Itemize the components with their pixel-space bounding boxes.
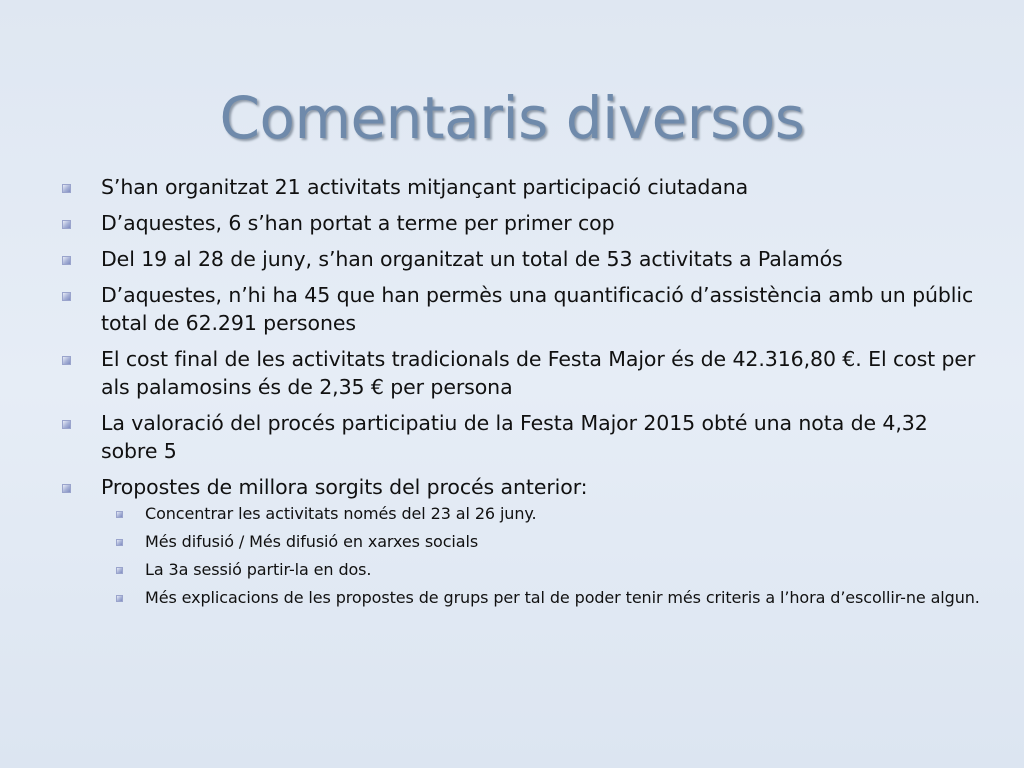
square-bullet-icon [116, 511, 123, 518]
list-item [60, 281, 985, 337]
list-item [60, 245, 985, 273]
square-bullet-icon [116, 595, 123, 602]
square-bullet-icon [62, 356, 71, 365]
sub-list-item-text: Concentrar les activitats només del 23 al 26 juny. [145, 504, 537, 523]
square-bullet-icon [62, 292, 71, 301]
square-bullet-icon [62, 420, 71, 429]
list-item-text: S’han organitzat 21 activitats mitjançant participació ciutadana [101, 175, 749, 199]
list-item-text: D’aquestes, 6 s’han portat a terme per primer cop [101, 211, 615, 235]
list-item-text: Del 19 al 28 de juny, s’han organitzat un total de 53 activitats a Palamós [101, 247, 843, 271]
list-item-text: Propostes de millora sorgits del procés anterior: [101, 475, 588, 499]
list-item-text: D’aquestes, n’hi ha 45 que han permès una quantificació d’assistència amb un públic total de 62.291 persones [101, 283, 974, 335]
slide-title: Comentaris diversos [219, 84, 805, 152]
sub-list-item [60, 503, 985, 525]
square-bullet-icon [62, 184, 71, 193]
square-bullet-icon [62, 220, 71, 229]
square-bullet-icon [62, 256, 71, 265]
square-bullet-icon [116, 567, 123, 574]
square-bullet-icon [116, 539, 123, 546]
sub-list-item-text: Més difusió / Més difusió en xarxes socials [145, 532, 479, 551]
sub-list-item-text: Més explicacions de les propostes de grups per tal de poder tenir més criteris a l’hora d’escollir-ne algun. [145, 588, 980, 607]
list-item [60, 473, 985, 609]
bullet-list [60, 173, 985, 617]
list-item [60, 409, 985, 465]
list-item [60, 345, 985, 401]
sub-list-item [60, 587, 985, 609]
list-item-text: La valoració del procés participatiu de la Festa Major 2015 obté una nota de 4,32 sobre 5 [101, 411, 928, 463]
sub-list-item [60, 531, 985, 553]
sub-list-item [60, 559, 985, 581]
list-item-text: El cost final de les activitats tradicionals de Festa Major és de 42.316,80 €. El cost per als palamosins és de 2,35 € per persona [101, 347, 976, 399]
list-item [60, 209, 985, 237]
sub-list-item-text: La 3a sessió partir-la en dos. [145, 560, 372, 579]
list-item [60, 173, 985, 201]
sub-bullet-list [60, 503, 985, 609]
square-bullet-icon [62, 484, 71, 493]
